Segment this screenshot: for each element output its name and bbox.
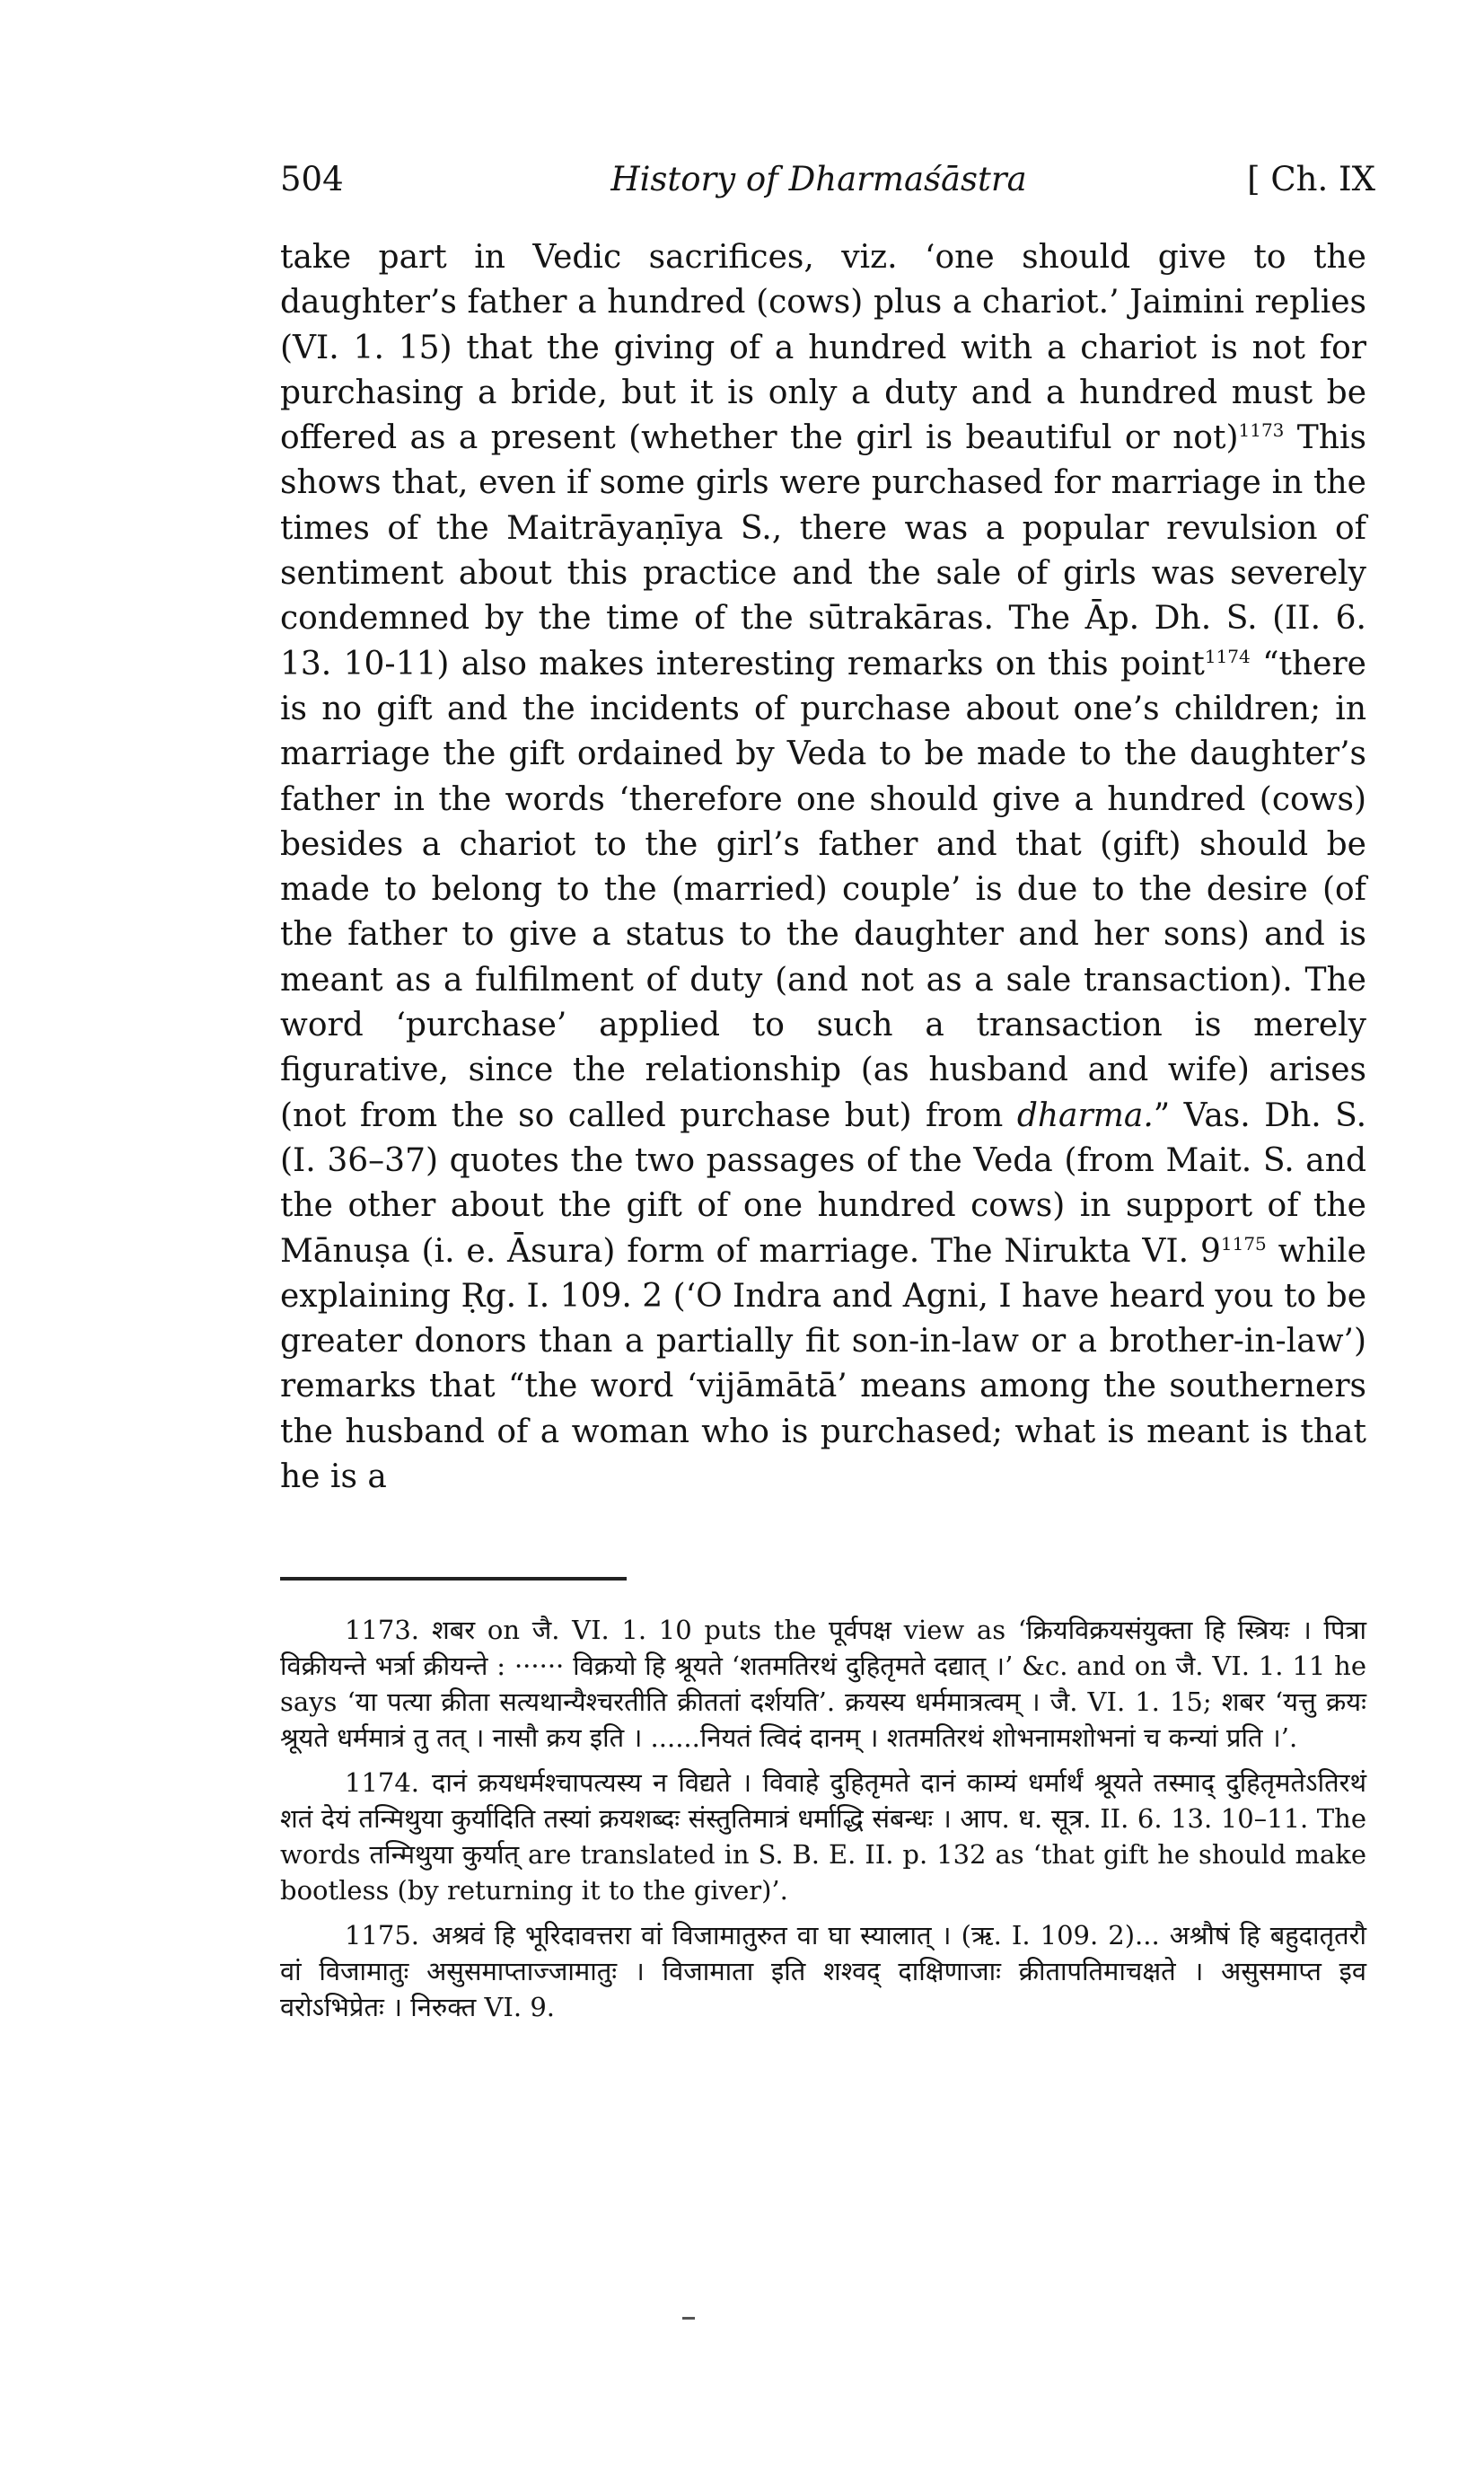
body-text-segment: This shows that, even if some girls were purchased for marriage in the times of the Maitrāyaṇīya S., there was a popular revulsion of sentiment about this practice and the sale of girls was severely condemned by the time of the sūtrakāras. The Āp. Dh. S. (II. 6. 13. 10-11) also makes interesting remarks on this point bbox=[280, 419, 1366, 682]
running-title: History of Dharmaśāstra bbox=[610, 160, 1027, 198]
body-text-segment: “there is no gift and the incidents of purchase about one’s children; in marriage the gift ordained by Veda to be made to the daughter’s father in the words ‘therefore one should give a hundred (cows) besides a chariot to the girl’s father and that (gift) should be made to belong to the (married) couple’ is due to the desire (of the father to give a status to the daughter and her sons) and is meant as a fulfilment of duty (and not as a sale transaction). The word ‘purchase’ applied to such a transaction is merely figurative, since the relationship (as husband and wife) arises (not from the so called purchase but) from bbox=[280, 645, 1366, 1134]
main-paragraph bbox=[280, 235, 1366, 1500]
italic-term: dharma. bbox=[1016, 1096, 1154, 1134]
footnote-ref-1173[interactable]: 1173 bbox=[1238, 419, 1285, 442]
footnote-1174 bbox=[280, 1765, 1366, 1908]
page-header bbox=[280, 160, 1375, 214]
footnote-text: दानं क्रयधर्मश्चापत्यस्य न विद्यते । विवाहे दुहितृमते दानं काम्यं धर्मार्थं श्रूयते तस्माद् दुहितृमतेऽतिरथं शतं देयं तन्मिथुया कुर्यादिति तस्यां क्रयशब्दः संस्तुतिमात्रं धर्माद्धि संबन्धः । आप. ध. सूत्र. II. 6. 13. 10–11. The words तन्मिथुया कुर्यात् are translated in S. B. E. II. p. 132 as ‘that gift he should make bootless (by returning it to the giver)’. bbox=[280, 1767, 1366, 1906]
body-text-segment: take part in Vedic sacrifices, viz. ‘one should give to the daughter’s father a hundred (cows) plus a chariot.’ Jaimini replies (VI. 1. 15) that the giving of a hundred with a chariot is not for purchasing a bride, but it is only a duty and a hundred must be offered as a present (whether the girl is beautiful or not) bbox=[280, 239, 1366, 457]
footnote-1175 bbox=[280, 1917, 1366, 2025]
footnote-text: शबर on जै. VI. 1. 10 puts the पूर्वपक्ष view as ‘क्रियविक्रयसंयुक्ता हि स्त्रियः । पित्रा विक्रीयन्ते भर्त्रा क्रीयन्ते : ······ विक्रयो हि श्रूयते ‘शतमतिरथं दुहितृमते दद्यात् ।’ &c. and on जै. VI. 1. 11 he says ‘या पत्या क्रीता सत्यथान्यैश्चरतीति क्रीततां दर्शयति’. क्रयस्य धर्ममात्रत्वम् । जै. VI. 1. 15; शबर ‘यत्तु क्रयः श्रूयते धर्ममात्रं तु तत् । नासौ क्रय इति । ......नियतं त्विदं दानम् । शतमतिरथं शोभनामशोभनां च कन्यां प्रति ।’. bbox=[280, 1615, 1366, 1753]
body-text-segment: while explaining Ṛg. I. 109. 2 (‘O Indra and Agni, I have heard you to be greater donors than a partially fit son-in-law or a brother-in-law’) remarks that “the word ‘vijāmātā’ means among the southerners the husband of a woman who is purchased; what is meant is that he is a bbox=[280, 1232, 1367, 1496]
page-number: 504 bbox=[280, 160, 344, 198]
footnote-text: अश्रवं हि भूरिदावत्तरा वां विजामातुरुत वा घा स्यालात् । (ऋ. I. 109. 2)... अश्रौषं हि बहुदातृतरौ वां विजामातुः असुसमाप्ताज्जामातुः । विजामाता इति शश्वद् दाक्षिणाजाः क्रीतापतिमाचक्षते । असुसमाप्त इव वरोऽभिप्रेतः । निरुक्त VI. 9. bbox=[280, 1920, 1366, 2022]
print-mark bbox=[682, 2317, 695, 2320]
footnote-ref-1175[interactable]: 1175 bbox=[1220, 1232, 1267, 1255]
footnote-ref-1174[interactable]: 1174 bbox=[1204, 645, 1251, 667]
footnote-number: 1174. bbox=[345, 1767, 420, 1798]
footnotes bbox=[280, 1612, 1366, 2034]
footnote-separator bbox=[280, 1577, 627, 1581]
footnote-number: 1175. bbox=[345, 1920, 420, 1950]
footnote-1173 bbox=[280, 1612, 1366, 1756]
footnote-number: 1173. bbox=[345, 1615, 420, 1645]
body-text-segment: ” Vas. Dh. S. (I. 36–37) quotes the two passages of the Veda (from Mait. S. and the other about the gift of one hundred cows) in support of the Mānuṣa (i. e. Āsura) form of marriage. The Nirukta VI. 9 bbox=[280, 1096, 1367, 1270]
chapter-label: [ Ch. IX bbox=[1247, 160, 1375, 198]
